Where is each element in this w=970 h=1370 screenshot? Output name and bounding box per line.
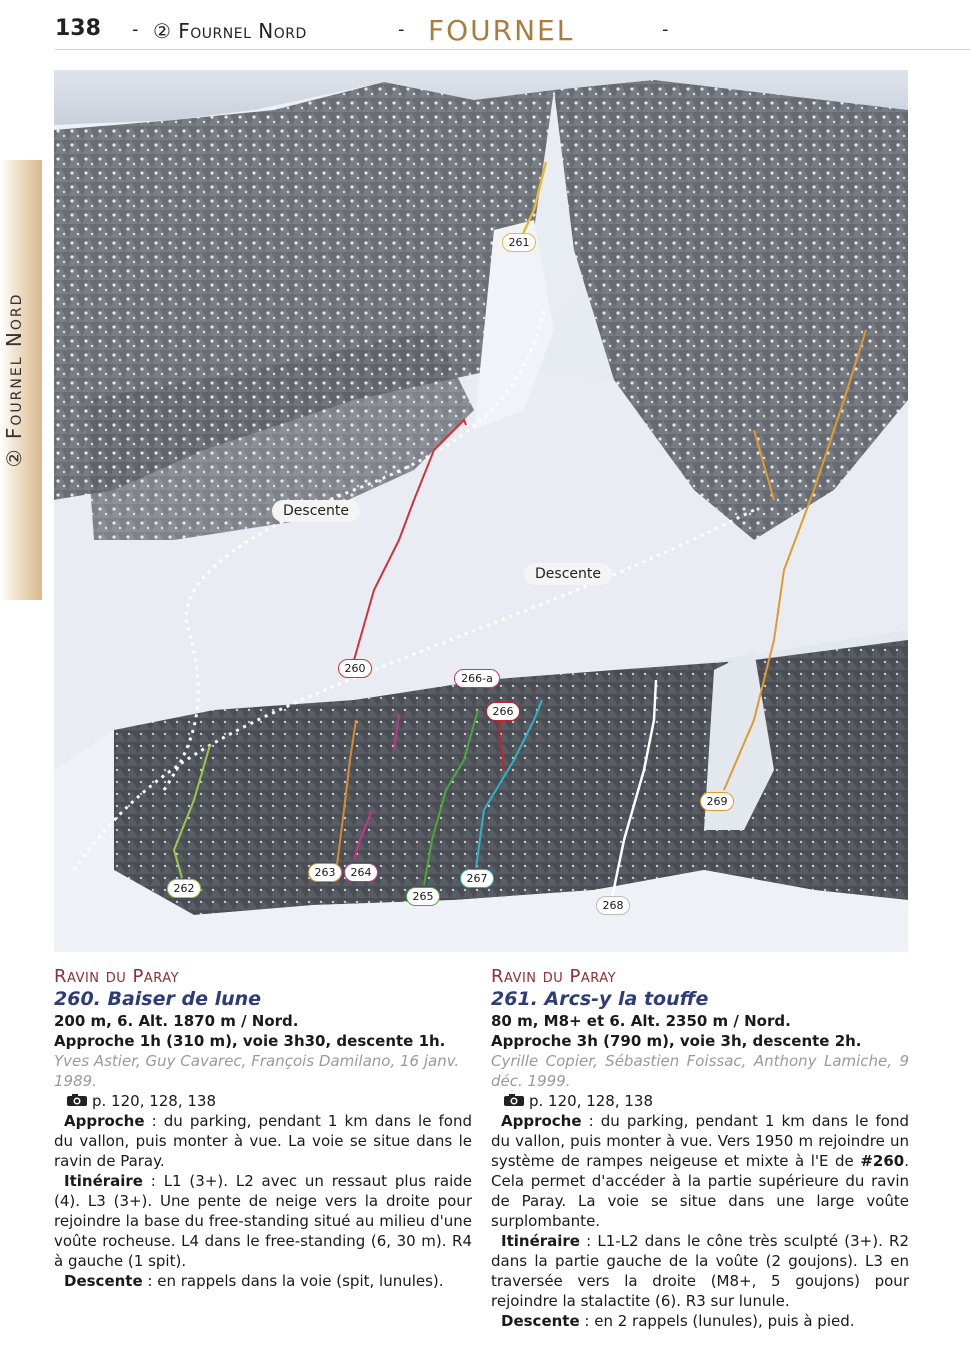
- photo-pages: p. 120, 128, 138: [529, 1092, 654, 1110]
- route-itinerary: [54, 1171, 472, 1271]
- route-label-260: 260: [338, 659, 372, 678]
- page-header: [0, 0, 970, 50]
- topo-photo: [54, 70, 908, 952]
- route-itinerary: [491, 1231, 909, 1311]
- side-tab-label: ② Fournel Nord: [2, 292, 26, 468]
- camera-icon: [66, 1093, 88, 1107]
- route-spec-length: 200 m, 6. Alt. 1870 m / Nord.: [54, 1012, 299, 1030]
- itinerary-text: : L1-L2 dans le cône très sculpté (3+). R2 dans la partie gauche de la voûte (2 goujons). L3 en traversée vers la droite (M8+, 5 goujons) pour rejoindre la stalactite (6). R3 sur lunule.: [491, 1232, 909, 1310]
- route-260-description: [54, 966, 472, 1291]
- itinerary-text: : L1 (3+). L2 avec un ressaut plus raide (4). L3 (3+). Une pente de neige vers la droite pour rejoindre la base du free-standing situé au milieu d'une voûte rocheuse. L4 dans le free-standing (6, 30 m). R4 à gauche (1 spit).: [54, 1172, 472, 1270]
- header-separator: -: [398, 19, 405, 40]
- route-261-description: [491, 966, 909, 1331]
- route-label-268: 268: [596, 896, 630, 915]
- route-label-262: 262: [167, 879, 201, 898]
- descent-label: Descente: [64, 1272, 143, 1290]
- itinerary-label: Itinéraire: [64, 1172, 143, 1190]
- route-label-263: 263: [308, 863, 342, 882]
- descent-label: Descente: [501, 1312, 580, 1330]
- descent-text: : en 2 rappels (lunules), puis à pied.: [579, 1312, 855, 1330]
- descent-label: Descente: [272, 500, 360, 522]
- route-label-267: 267: [460, 869, 494, 888]
- route-title: 261. Arcs-y la touffe: [491, 988, 709, 1010]
- page-number: 138: [55, 16, 101, 41]
- route-authors: Cyrille Copier, Sébastien Foissac, Anthony Lamiche, 9 déc. 1999.: [491, 1052, 909, 1090]
- approach-text: : du parking, pendant 1 km dans le fond du vallon, puis monter à vue. Vers 1950 m rejoindre un système de rampes neigeuse et mixte à l'E de: [491, 1112, 909, 1170]
- route-spec-length: 80 m, M8+ et 6. Alt. 2350 m / Nord.: [491, 1012, 791, 1030]
- approach-label: Approche: [64, 1112, 145, 1130]
- route-label-264: 264: [344, 863, 378, 882]
- topo-svg: [54, 70, 908, 952]
- camera-icon: [503, 1093, 525, 1107]
- route-approach: [54, 1111, 472, 1171]
- route-label-269: 269: [700, 792, 734, 811]
- header-separator: -: [662, 19, 669, 40]
- header-separator: -: [132, 19, 139, 40]
- route-title: 260. Baiser de lune: [54, 988, 262, 1010]
- route-label-261: 261: [502, 233, 536, 252]
- approach-text: : du parking, pendant 1 km dans le fond du vallon, puis monter à vue. La voie se situe dans le ravin de Paray.: [54, 1112, 472, 1170]
- route-descent: [54, 1271, 472, 1291]
- route-descent: [491, 1311, 909, 1331]
- route-sector-label: Ravin du Paray: [491, 966, 617, 987]
- route-spec-times: Approche 3h (790 m), voie 3h, descente 2h.: [491, 1032, 862, 1050]
- route-label-266a: 266-a: [454, 669, 500, 688]
- header-site: FOURNEL: [428, 14, 575, 47]
- photo-pages: p. 120, 128, 138: [92, 1092, 217, 1110]
- itinerary-label: Itinéraire: [501, 1232, 580, 1250]
- descent-label: Descente: [524, 563, 612, 585]
- header-sector: ② Fournel Nord: [153, 19, 307, 43]
- route-approach: [491, 1111, 909, 1231]
- header-rule: [55, 49, 970, 50]
- descent-text: : en rappels dans la voie (spit, lunules).: [142, 1272, 444, 1290]
- approach-route-ref: #260: [860, 1152, 905, 1170]
- route-authors: Yves Astier, Guy Cavarec, François Damilano, 16 janv. 1989.: [54, 1052, 460, 1090]
- route-label-266: 266: [486, 702, 520, 721]
- photo-reference: [491, 1091, 909, 1111]
- route-label-265: 265: [406, 887, 440, 906]
- photo-reference: [54, 1091, 472, 1111]
- route-sector-label: Ravin du Paray: [54, 966, 180, 987]
- approach-label: Approche: [501, 1112, 582, 1130]
- approach-text-cont: . Cela permet d'accéder à la partie supérieure du ravin de Paray. La voie se situe dans une large voûte surplombante.: [491, 1152, 909, 1230]
- route-spec-times: Approche 1h (310 m), voie 3h30, descente 1h.: [54, 1032, 446, 1050]
